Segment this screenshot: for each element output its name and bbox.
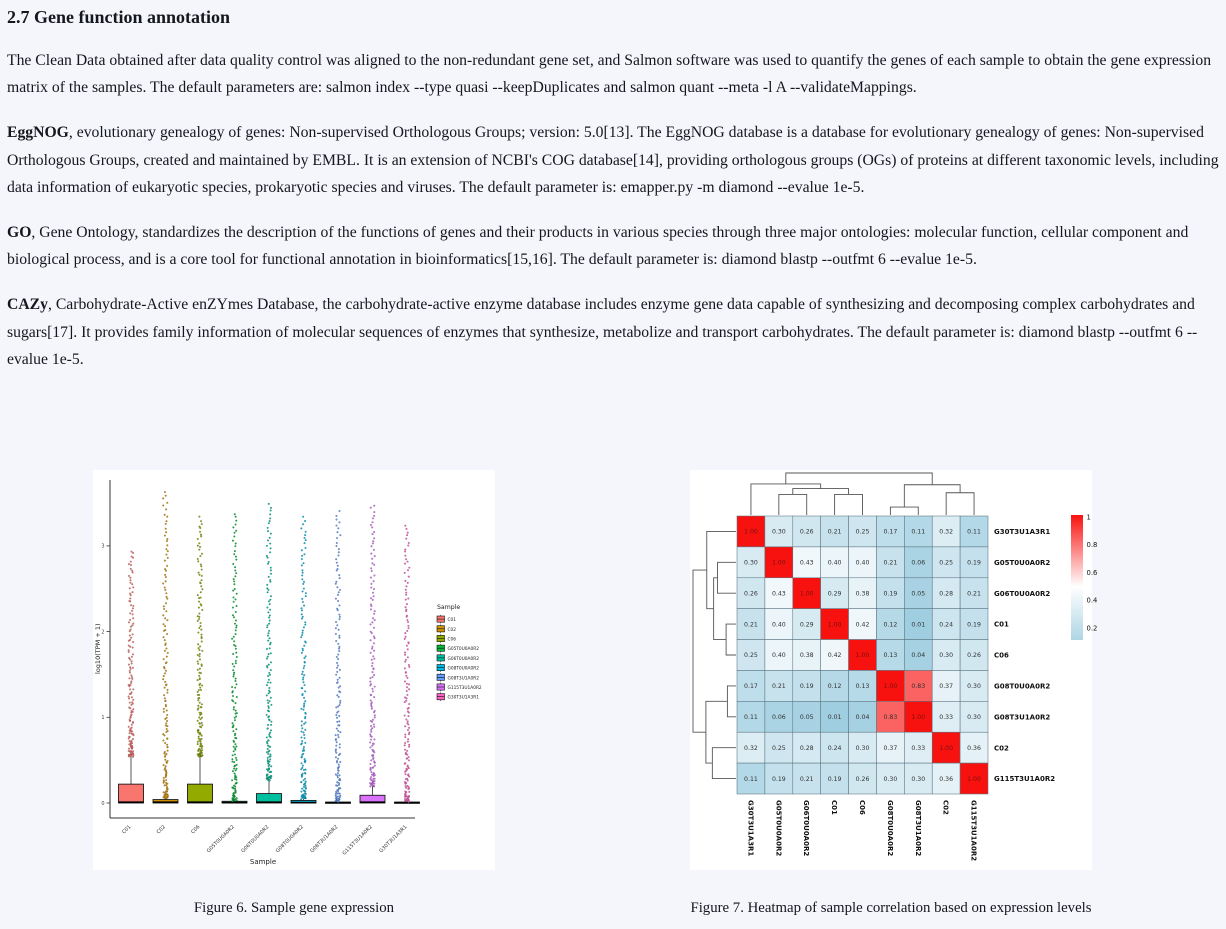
svg-text:0.83: 0.83 [883, 713, 898, 721]
svg-text:0.30: 0.30 [967, 713, 981, 721]
svg-text:0.37: 0.37 [939, 683, 954, 691]
figure6-caption: Figure 6. Sample gene expression [193, 900, 395, 916]
svg-text:0.04: 0.04 [911, 652, 926, 660]
svg-text:0.12: 0.12 [883, 621, 898, 629]
svg-text:C06: C06 [190, 824, 202, 836]
svg-text:1: 1 [1086, 513, 1091, 522]
svg-text:G08T0U0A0R2: G08T0U0A0R2 [994, 682, 1051, 691]
svg-text:G06T0U0A0R2: G06T0U0A0R2 [802, 800, 811, 857]
svg-text:0.24: 0.24 [939, 621, 954, 629]
svg-text:0.19: 0.19 [827, 775, 842, 783]
svg-text:C06: C06 [858, 800, 866, 815]
svg-text:3: 3 [101, 543, 105, 550]
svg-text:0.19: 0.19 [967, 621, 981, 629]
svg-text:C02: C02 [155, 824, 167, 836]
svg-text:0.26: 0.26 [799, 528, 814, 536]
svg-text:0.4: 0.4 [1086, 596, 1098, 605]
svg-text:log10(TPM + 1): log10(TPM + 1) [94, 623, 102, 674]
svg-text:0.21: 0.21 [744, 621, 758, 629]
svg-text:0.25: 0.25 [744, 652, 758, 660]
section-text [0, 0, 1226, 373]
svg-text:0.19: 0.19 [883, 590, 898, 598]
svg-text:G08T0U0A0R2: G08T0U0A0R2 [447, 666, 479, 672]
svg-text:0.01: 0.01 [911, 621, 926, 629]
svg-text:0.38: 0.38 [799, 652, 814, 660]
svg-text:G30T3U1A3R1: G30T3U1A3R1 [378, 824, 409, 855]
svg-text:0.13: 0.13 [883, 652, 898, 660]
paragraph-eggnog [7, 119, 1219, 201]
svg-text:G08T0U0A0R2: G08T0U0A0R2 [885, 800, 894, 857]
svg-text:0.40: 0.40 [827, 559, 842, 567]
svg-text:0.40: 0.40 [771, 652, 786, 660]
svg-text:0.30: 0.30 [939, 652, 954, 660]
svg-text:G30T3U1A3R1: G30T3U1A3R1 [447, 695, 479, 701]
svg-text:0.26: 0.26 [967, 652, 981, 660]
figure6-boxplot-panel [93, 470, 495, 870]
svg-text:0.13: 0.13 [855, 683, 870, 691]
svg-text:0.42: 0.42 [855, 621, 870, 629]
svg-text:0.11: 0.11 [911, 528, 926, 536]
svg-text:0.28: 0.28 [799, 744, 814, 752]
svg-text:0.11: 0.11 [744, 775, 758, 783]
svg-text:C06: C06 [447, 637, 456, 643]
paragraph-text: , Gene Ontology, standardizes the description of the functions of genes and their products in various species through three major ontologies: molecular function, cellular component and biological process, and is a core tool for functional annotation in bioinformatics[15,16]. The default parameter is: diamond blastp --outfmt 6 --evalue 1e-5. [7, 224, 1189, 269]
svg-text:0.06: 0.06 [911, 559, 926, 567]
svg-text:0.25: 0.25 [939, 559, 954, 567]
svg-text:0.21: 0.21 [799, 775, 814, 783]
svg-text:0.29: 0.29 [827, 590, 842, 598]
paragraph-lead: CAZy [7, 296, 48, 314]
svg-text:G06T0U0A0R2: G06T0U0A0R2 [447, 656, 479, 662]
svg-text:0.37: 0.37 [883, 744, 898, 752]
svg-text:C02: C02 [941, 800, 950, 815]
x-axis-label [250, 858, 276, 866]
svg-text:2: 2 [101, 629, 105, 636]
svg-text:1.00: 1.00 [771, 559, 786, 567]
svg-text:G05T0U0A0R2: G05T0U0A0R2 [994, 558, 1051, 567]
paragraph-lead: EggNOG [7, 124, 69, 142]
svg-text:0.38: 0.38 [855, 590, 870, 598]
svg-text:G08T3U1A0R2: G08T3U1A0R2 [309, 824, 340, 855]
svg-text:0.25: 0.25 [771, 744, 786, 752]
svg-text:G08T3U1A0R2: G08T3U1A0R2 [994, 713, 1051, 722]
svg-text:C01: C01 [447, 618, 456, 624]
svg-text:0.6: 0.6 [1086, 568, 1098, 577]
svg-text:0.05: 0.05 [911, 590, 926, 598]
figure7-heatmap-panel [690, 470, 1098, 870]
svg-text:0.11: 0.11 [744, 713, 758, 721]
svg-text:0.30: 0.30 [771, 528, 786, 536]
svg-text:0.19: 0.19 [967, 559, 981, 567]
svg-text:1.00: 1.00 [855, 652, 870, 660]
svg-text:G115T3U1A0R2: G115T3U1A0R2 [994, 775, 1056, 784]
paragraph-text: , evolutionary genealogy of genes: Non-supervised Orthologous Groups; version: 5.0[13]. The EggNOG database is a database for evolutionary genealogy of genes: Non-supervised Orthologous Groups, created and maintained by EMBL. It is an extension of NCBI's COG database[14], providing orthologous groups (OGs) of proteins at different taxonomic levels, including data information of eukaryotic species, prokaryotic species and viruses. The default parameter is: emapper.py -m diamond --evalue 1e-5. [7, 124, 1219, 196]
svg-text:Sample: Sample [437, 604, 461, 611]
svg-text:0.11: 0.11 [967, 528, 981, 536]
svg-text:G115T3U1A0R2: G115T3U1A0R2 [447, 686, 482, 691]
svg-text:0.32: 0.32 [744, 744, 758, 752]
svg-text:0.21: 0.21 [771, 683, 786, 691]
figure7-caption: Figure 7. Heatmap of sample correlation based on expression levels [690, 900, 1092, 916]
svg-text:1.00: 1.00 [939, 744, 954, 752]
svg-text:0.12: 0.12 [827, 683, 842, 691]
svg-text:0.43: 0.43 [799, 559, 814, 567]
svg-text:1.00: 1.00 [911, 713, 926, 721]
svg-text:G08T3U1A0R2: G08T3U1A0R2 [447, 676, 479, 682]
svg-text:0.42: 0.42 [827, 652, 842, 660]
svg-text:0.36: 0.36 [939, 775, 954, 783]
paragraph-text: , Carbohydrate-Active enZYmes Database, the carbohydrate-active enzyme database includes enzyme gene data capable of synthesizing and decomposing complex carbohydrates and sugars[17]. It provides family information of molecular sequences of enzymes that synthesize, metabolize and transport carbohydrates. The default parameter is: diamond blastp --outfmt 6 --evalue 1e-5. [7, 296, 1198, 368]
svg-text:0.30: 0.30 [911, 775, 926, 783]
svg-text:C01: C01 [994, 620, 1009, 629]
svg-text:0: 0 [101, 800, 105, 807]
svg-text:0.26: 0.26 [744, 590, 758, 598]
section-heading: 2.7 Gene function annotation [7, 7, 231, 27]
svg-text:0.2: 0.2 [1086, 624, 1098, 633]
svg-text:0.17: 0.17 [883, 528, 898, 536]
svg-text:G115T3U1A0R2: G115T3U1A0R2 [341, 824, 374, 857]
svg-text:0.8: 0.8 [1086, 541, 1098, 550]
heatmap-svg [690, 470, 1098, 870]
boxplot-svg [93, 470, 495, 870]
paragraph-go [7, 219, 1219, 273]
svg-text:1: 1 [101, 715, 105, 722]
paragraph-cazy [7, 291, 1219, 373]
svg-text:0.40: 0.40 [771, 621, 786, 629]
svg-text:0.29: 0.29 [799, 621, 814, 629]
svg-text:0.21: 0.21 [883, 559, 898, 567]
svg-text:0.83: 0.83 [911, 683, 926, 691]
svg-text:G05T0U0A0R2: G05T0U0A0R2 [447, 647, 479, 653]
svg-text:0.36: 0.36 [967, 744, 981, 752]
svg-text:1.00: 1.00 [799, 590, 814, 598]
paragraph-lead: GO [7, 224, 32, 242]
svg-text:G115T3U1A0R2: G115T3U1A0R2 [969, 800, 978, 862]
svg-text:0.24: 0.24 [827, 744, 842, 752]
paragraph-text: The Clean Data obtained after data quality control was aligned to the non-redundant gene set, and Salmon software was used to quantify the genes of each sample to obtain the gene expression matrix of the samples. The default parameters are: salmon index --type quasi --keepDuplicates and salmon quant --meta -l A --validateMappings. [7, 52, 1212, 97]
svg-text:C02: C02 [994, 744, 1009, 753]
svg-text:1.00: 1.00 [883, 683, 898, 691]
svg-text:0.04: 0.04 [855, 713, 870, 721]
svg-text:C01: C01 [121, 824, 133, 836]
svg-text:0.40: 0.40 [855, 559, 870, 567]
svg-text:0.30: 0.30 [967, 683, 981, 691]
svg-text:0.43: 0.43 [771, 590, 786, 598]
svg-text:0.05: 0.05 [799, 713, 814, 721]
svg-text:0.17: 0.17 [744, 683, 758, 691]
svg-text:0.26: 0.26 [855, 775, 870, 783]
svg-text:G08T3U1A0R2: G08T3U1A0R2 [913, 800, 922, 857]
svg-text:0.19: 0.19 [799, 683, 814, 691]
svg-text:0.06: 0.06 [771, 713, 786, 721]
svg-text:0.28: 0.28 [939, 590, 954, 598]
svg-text:G06T0U0A0R2: G06T0U0A0R2 [994, 589, 1051, 598]
svg-text:1.00: 1.00 [744, 528, 758, 536]
svg-text:1.00: 1.00 [967, 775, 981, 783]
svg-text:C06: C06 [994, 651, 1009, 660]
svg-text:C02: C02 [447, 627, 456, 633]
svg-text:0.33: 0.33 [911, 744, 926, 752]
svg-text:G05T0U0A0R2: G05T0U0A0R2 [205, 824, 236, 855]
svg-text:0.19: 0.19 [771, 775, 786, 783]
svg-text:0.30: 0.30 [883, 775, 898, 783]
svg-text:0.21: 0.21 [827, 528, 842, 536]
svg-text:Sample: Sample [249, 858, 277, 866]
svg-text:0.25: 0.25 [855, 528, 870, 536]
svg-text:G06T0U0A0R2: G06T0U0A0R2 [240, 824, 271, 855]
svg-text:0.32: 0.32 [939, 528, 954, 536]
y-axis-label [94, 623, 105, 674]
svg-text:G05T0U0A0R2: G05T0U0A0R2 [774, 800, 783, 857]
svg-text:0.33: 0.33 [939, 713, 954, 721]
svg-text:0.30: 0.30 [744, 559, 758, 567]
svg-text:0.30: 0.30 [855, 744, 870, 752]
svg-text:G08T0U0A0R2: G08T0U0A0R2 [274, 824, 305, 855]
svg-text:1.00: 1.00 [827, 621, 842, 629]
svg-text:G30T3U1A3R1: G30T3U1A3R1 [994, 528, 1051, 537]
svg-text:0.01: 0.01 [827, 713, 842, 721]
paragraph-salmon [7, 47, 1219, 101]
svg-text:G30T3U1A3R1: G30T3U1A3R1 [746, 800, 755, 857]
svg-text:C01: C01 [830, 800, 839, 815]
svg-text:0.21: 0.21 [967, 590, 981, 598]
